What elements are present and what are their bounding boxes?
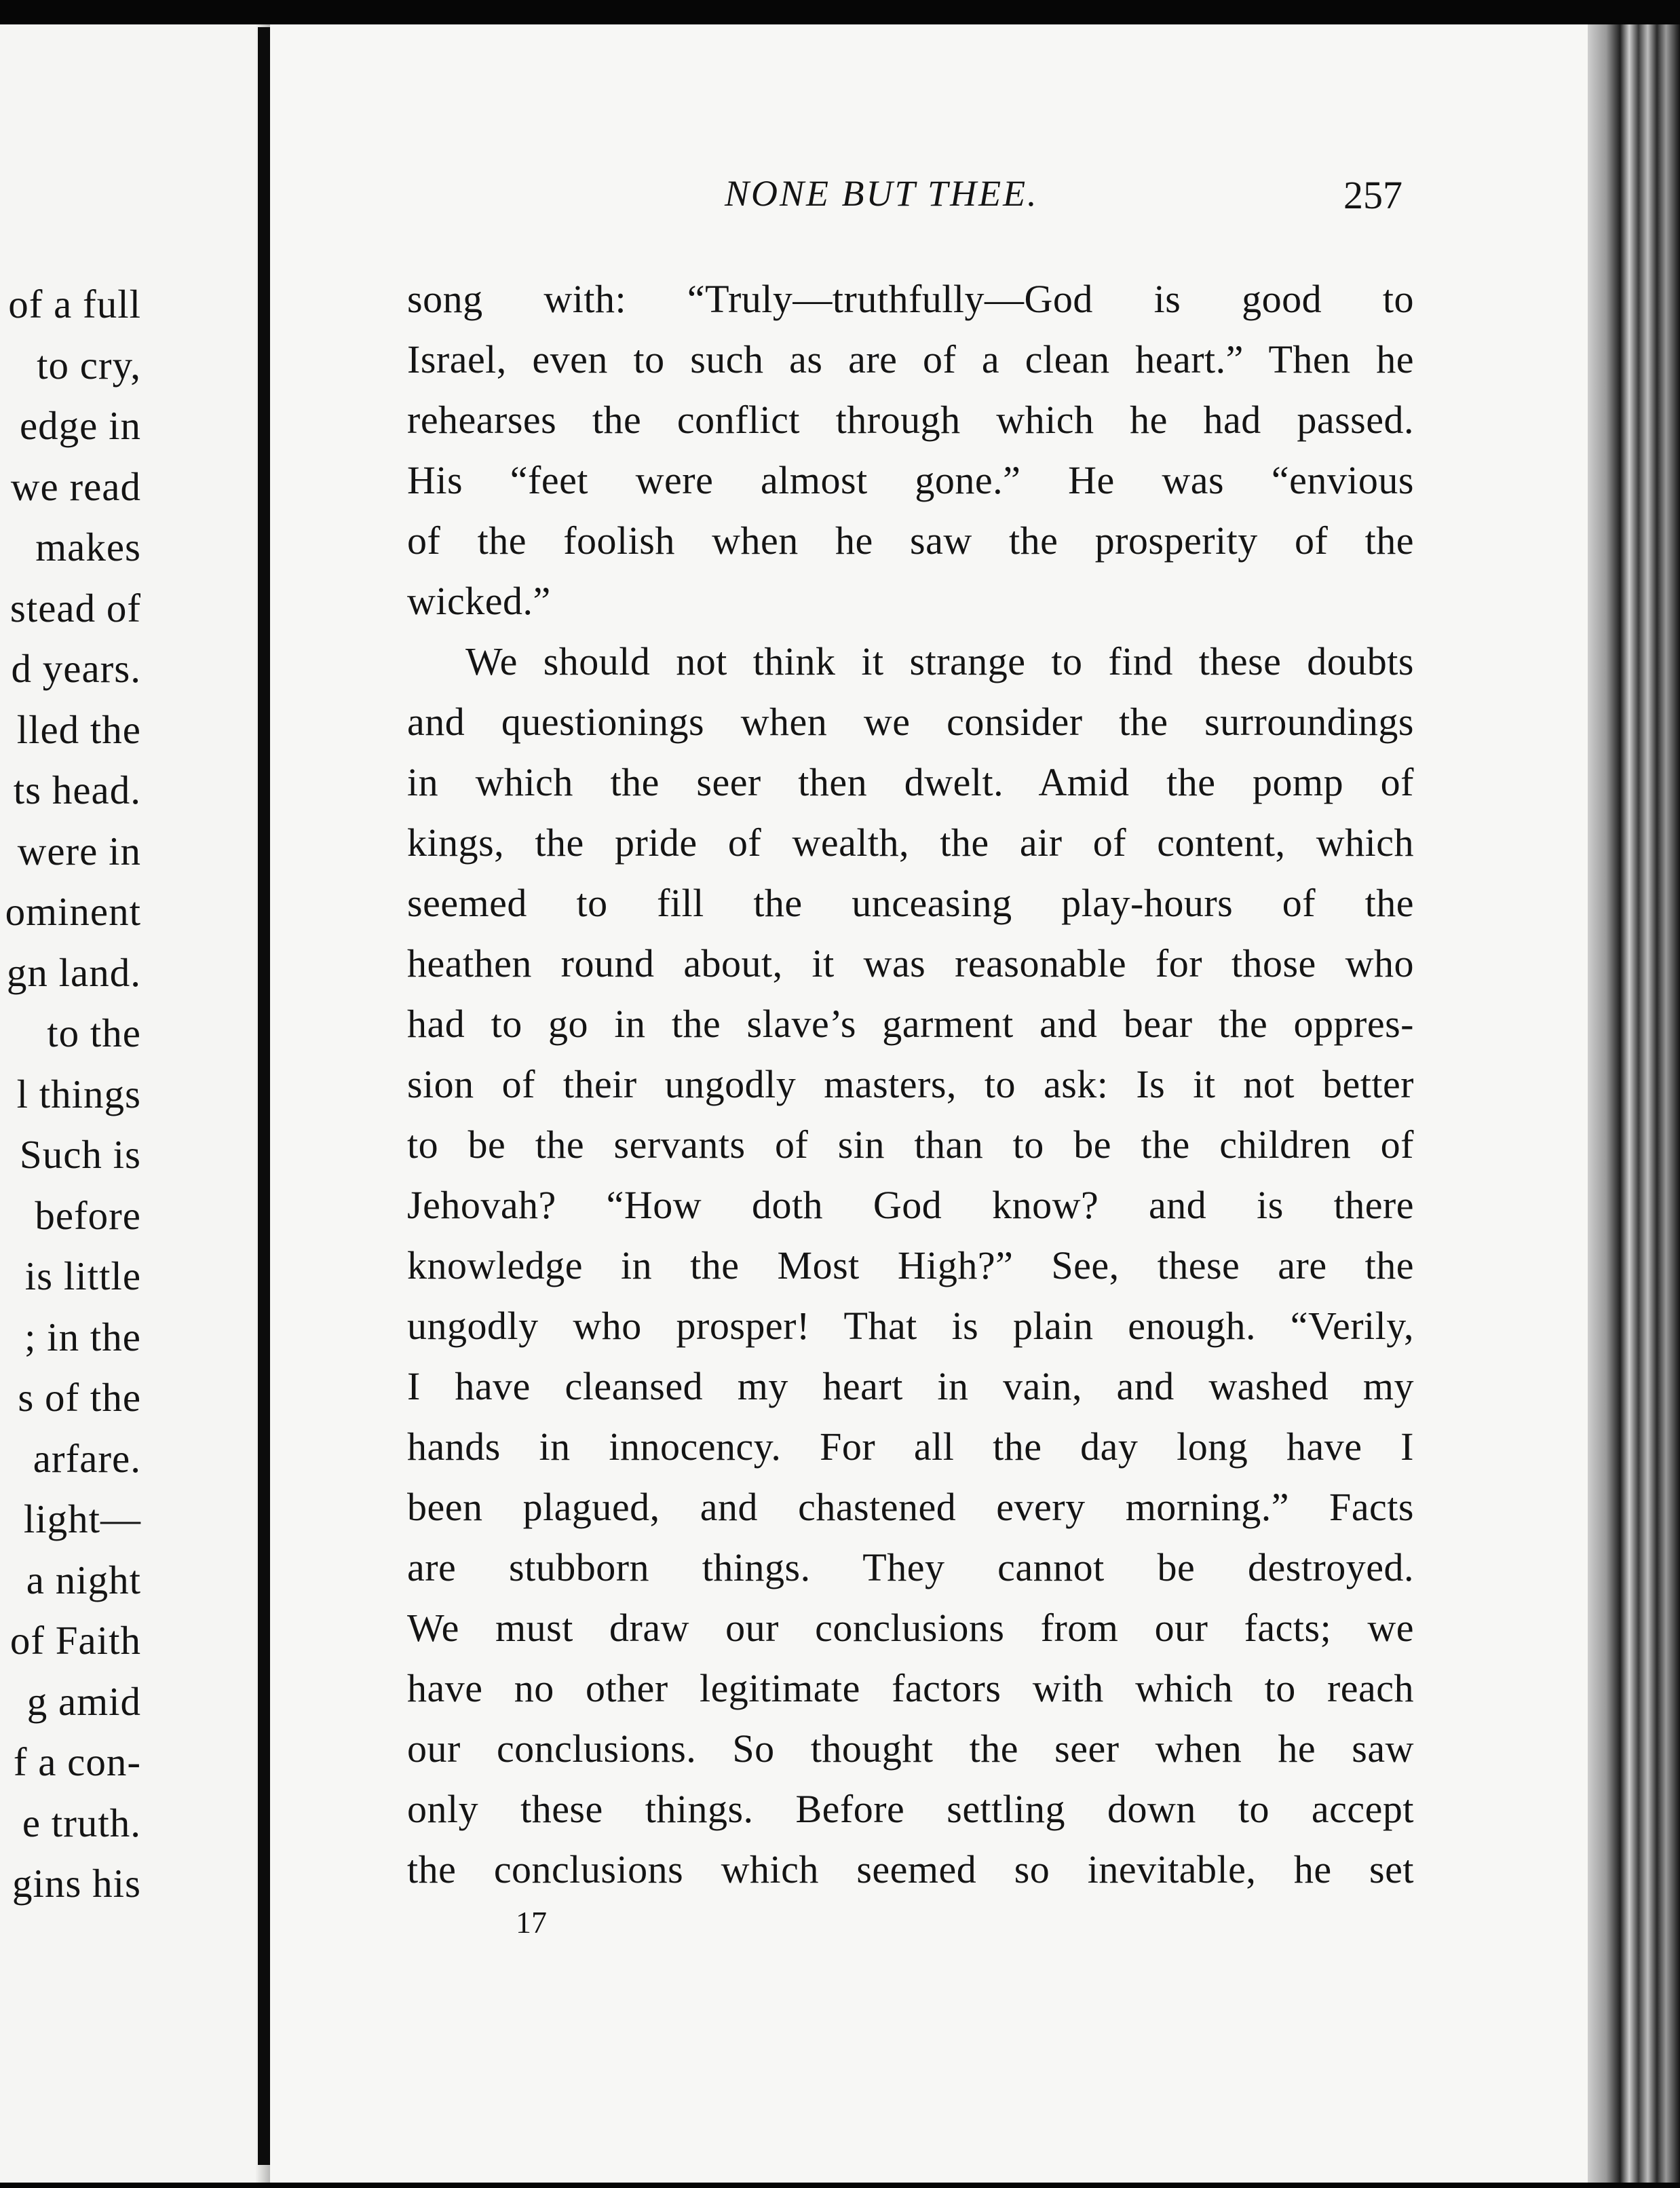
- text-line: seemed to fill the unceasing play-hours of the: [407, 881, 1414, 925]
- running-head: NONE BUT THEE.: [725, 173, 1039, 214]
- text-line: been plagued, and chastened every morning.” Facts: [407, 1485, 1414, 1529]
- left-text-line: lled the: [16, 706, 141, 752]
- text-line: our conclusions. So thought the seer when he saw: [407, 1727, 1414, 1771]
- text-line: in which the seer then dwelt. Amid the pomp of: [407, 760, 1414, 804]
- left-text-line: d years.: [11, 646, 141, 691]
- left-text-line: of a full: [8, 282, 141, 326]
- left-text-line: of Faith: [9, 1618, 141, 1663]
- page-edges: [1588, 24, 1680, 2183]
- left-text-line: stead of: [9, 585, 141, 630]
- left-text-line: ; in the: [24, 1314, 141, 1359]
- left-text-line: before: [35, 1192, 141, 1238]
- left-text-line: ts head.: [13, 768, 141, 812]
- text-line: song with: “Truly—truthfully—God is good to: [407, 277, 1414, 321]
- left-text-line: is little: [24, 1253, 141, 1298]
- text-line: had to go in the slave’s garment and bear the oppres-: [407, 1002, 1414, 1046]
- text-line: sion of their ungodly masters, to ask: Is it not better: [407, 1062, 1414, 1106]
- left-text-line: edge in: [19, 403, 141, 448]
- text-line: and questionings when we consider the surroundings: [407, 700, 1414, 744]
- left-facing-page: [0, 24, 270, 2183]
- left-text-line: a night: [26, 1557, 141, 1602]
- left-page-text: [0, 274, 141, 1914]
- left-text-line: makes: [35, 525, 141, 569]
- text-line: Israel, even to such as are of a clean heart.” Then he: [407, 337, 1414, 381]
- left-text-line: g amid: [26, 1678, 141, 1724]
- text-line: are stubborn things. They cannot be destroyed.: [407, 1545, 1414, 1589]
- left-text-line: s of the: [18, 1375, 141, 1420]
- text-line: of the foolish when he saw the prosperity of the: [407, 518, 1414, 563]
- text-line: We must draw our conclusions from our facts; we: [407, 1606, 1414, 1650]
- left-text-line: to cry,: [37, 342, 141, 388]
- left-text-line: l things: [16, 1071, 141, 1116]
- text-line: ungodly who prosper! That is plain enough. “Verily,: [407, 1304, 1414, 1348]
- left-text-line: f a con-: [13, 1739, 141, 1784]
- left-text-line: e truth.: [22, 1800, 141, 1845]
- text-line: only these things. Before settling down to accept: [407, 1787, 1414, 1831]
- text-line: His “feet were almost gone.” He was “envious: [407, 458, 1414, 502]
- text-line: the conclusions which seemed so inevitable, he set: [407, 1847, 1414, 1891]
- text-line: rehearses the conflict through which he had passed.: [407, 398, 1414, 442]
- left-text-line: arfare.: [33, 1435, 141, 1481]
- text-line: We should not think it strange to find these doubts: [465, 639, 1414, 683]
- left-text-line: were in: [17, 828, 141, 873]
- left-text-line: gins his: [12, 1861, 141, 1906]
- left-text-line: gn land.: [6, 949, 141, 995]
- signature-mark: 17: [516, 1905, 547, 1940]
- text-line: wicked.”: [407, 579, 551, 623]
- text-line: I have cleansed my heart in vain, and washed my: [407, 1364, 1414, 1408]
- left-text-line: Such is: [19, 1132, 141, 1177]
- left-text-line: we read: [10, 464, 141, 509]
- text-line: to be the servants of sin than to be the children of: [407, 1123, 1414, 1167]
- left-text-line: ominent: [5, 889, 141, 934]
- page-number: 257: [1343, 173, 1402, 217]
- text-line: heathen round about, it was reasonable for those who: [407, 941, 1414, 985]
- text-line: have no other legitimate factors with which to reach: [407, 1666, 1414, 1710]
- text-line: kings, the pride of wealth, the air of content, which: [407, 820, 1414, 865]
- body-text: [407, 269, 1414, 1900]
- text-line: hands in innocency. For all the day long have I: [407, 1425, 1414, 1469]
- text-line: Jehovah? “How doth God know? and is there: [407, 1183, 1414, 1227]
- text-line: knowledge in the Most High?” See, these are the: [407, 1243, 1414, 1287]
- left-text-line: to the: [47, 1011, 141, 1055]
- left-text-line: light—: [23, 1496, 141, 1541]
